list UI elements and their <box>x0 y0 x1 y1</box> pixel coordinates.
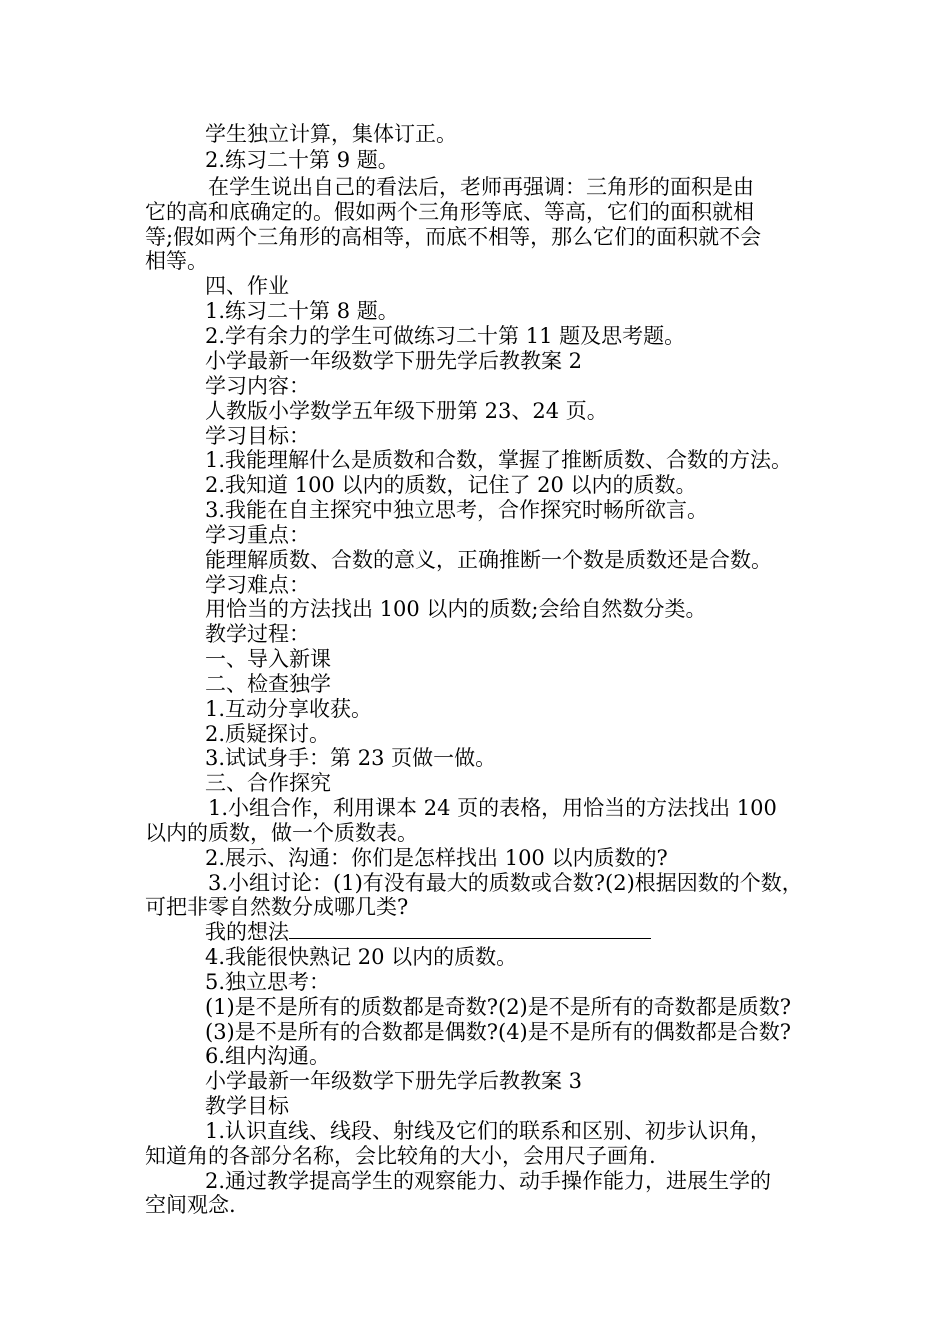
text-line: 1.练习二十第 8 题。 <box>205 299 399 323</box>
text-line: 空间观念. <box>145 1193 236 1217</box>
answer-line <box>205 920 651 945</box>
text-line: 学生独立计算，集体订正。 <box>205 122 457 146</box>
text-line: 2.展示、沟通：你们是怎样找出 100 以内质数的? <box>205 846 668 870</box>
text-line: 2.我知道 100 以内的质数，记住了 20 以内的质数。 <box>205 473 697 497</box>
text-line: 3.我能在自主探究中独立思考，合作探究时畅所欲言。 <box>205 498 709 522</box>
text-line: 以内的质数，做一个质数表。 <box>145 821 418 845</box>
text-line: 6.组内沟通。 <box>205 1044 331 1068</box>
text-line: 可把非零自然数分成哪几类? <box>145 895 409 919</box>
text-line: 学习重点： <box>205 523 310 547</box>
text-line: 3.试试身手：第 23 页做一做。 <box>205 746 497 770</box>
text-line: 用恰当的方法找出 100 以内的质数;会给自然数分类。 <box>205 597 707 621</box>
text-line: 1.我能理解什么是质数和合数，掌握了推断质数、合数的方法。 <box>205 448 793 472</box>
section-title: 小学最新一年级数学下册先学后教教案 3 <box>205 1069 583 1093</box>
text-line: (3)是不是所有的合数都是偶数?(4)是不是所有的偶数都是合数? <box>205 1020 792 1044</box>
heading: 四、作业 <box>205 274 289 298</box>
text-line: 学习内容： <box>205 374 310 398</box>
text-line: 人教版小学数学五年级下册第 23、24 页。 <box>205 399 608 423</box>
heading: 二、检查独学 <box>205 672 331 696</box>
text-line: 2.质疑探讨。 <box>205 722 331 746</box>
text-line: (1)是不是所有的质数都是奇数?(2)是不是所有的奇数都是质数? <box>205 995 792 1019</box>
text-line: 3.小组讨论：(1)有没有最大的质数或合数?(2)根据因数的个数， <box>208 871 803 895</box>
text-line: 2.学有余力的学生可做练习二十第 11 题及思考题。 <box>205 324 686 348</box>
section-title: 小学最新一年级数学下册先学后教教案 2 <box>205 349 583 373</box>
text-line: 5.独立思考： <box>205 970 331 994</box>
text-line: 教学目标 <box>205 1094 289 1118</box>
answer-label: 我的想法 <box>205 920 289 944</box>
heading: 一、导入新课 <box>205 647 331 671</box>
text-line: 学习难点： <box>205 573 310 597</box>
text-line: 2.通过教学提高学生的观察能力、动手操作能力，进展生学的 <box>205 1169 772 1193</box>
text-line: 1.认识直线、线段、射线及它们的联系和区别、初步认识角， <box>205 1119 772 1143</box>
text-line: 教学过程： <box>205 622 310 646</box>
text-line: 能理解质数、合数的意义，正确推断一个数是质数还是合数。 <box>205 548 772 572</box>
text-line: 4.我能很快熟记 20 以内的质数。 <box>205 945 518 969</box>
text-line: 1.小组合作，利用课本 24 页的表格，用恰当的方法找出 100 <box>208 796 777 820</box>
text-line: 1.互动分享收获。 <box>205 697 373 721</box>
text-line: 学习目标： <box>205 424 310 448</box>
text-line: 相等。 <box>145 249 208 273</box>
text-line: 等;假如两个三角形的高相等，而底不相等，那么它们的面积就不会 <box>145 225 762 249</box>
text-line: 2.练习二十第 9 题。 <box>205 148 399 172</box>
text-line: 它的高和底确定的。假如两个三角形等底、等高，它们的面积就相 <box>145 200 754 224</box>
heading: 三、合作探究 <box>205 771 331 795</box>
text-line: 在学生说出自己的看法后，老师再强调：三角形的面积是由 <box>208 175 754 199</box>
text-line: 知道角的各部分名称，会比较角的大小，会用尺子画角. <box>145 1144 656 1168</box>
answer-blank[interactable] <box>289 920 651 939</box>
